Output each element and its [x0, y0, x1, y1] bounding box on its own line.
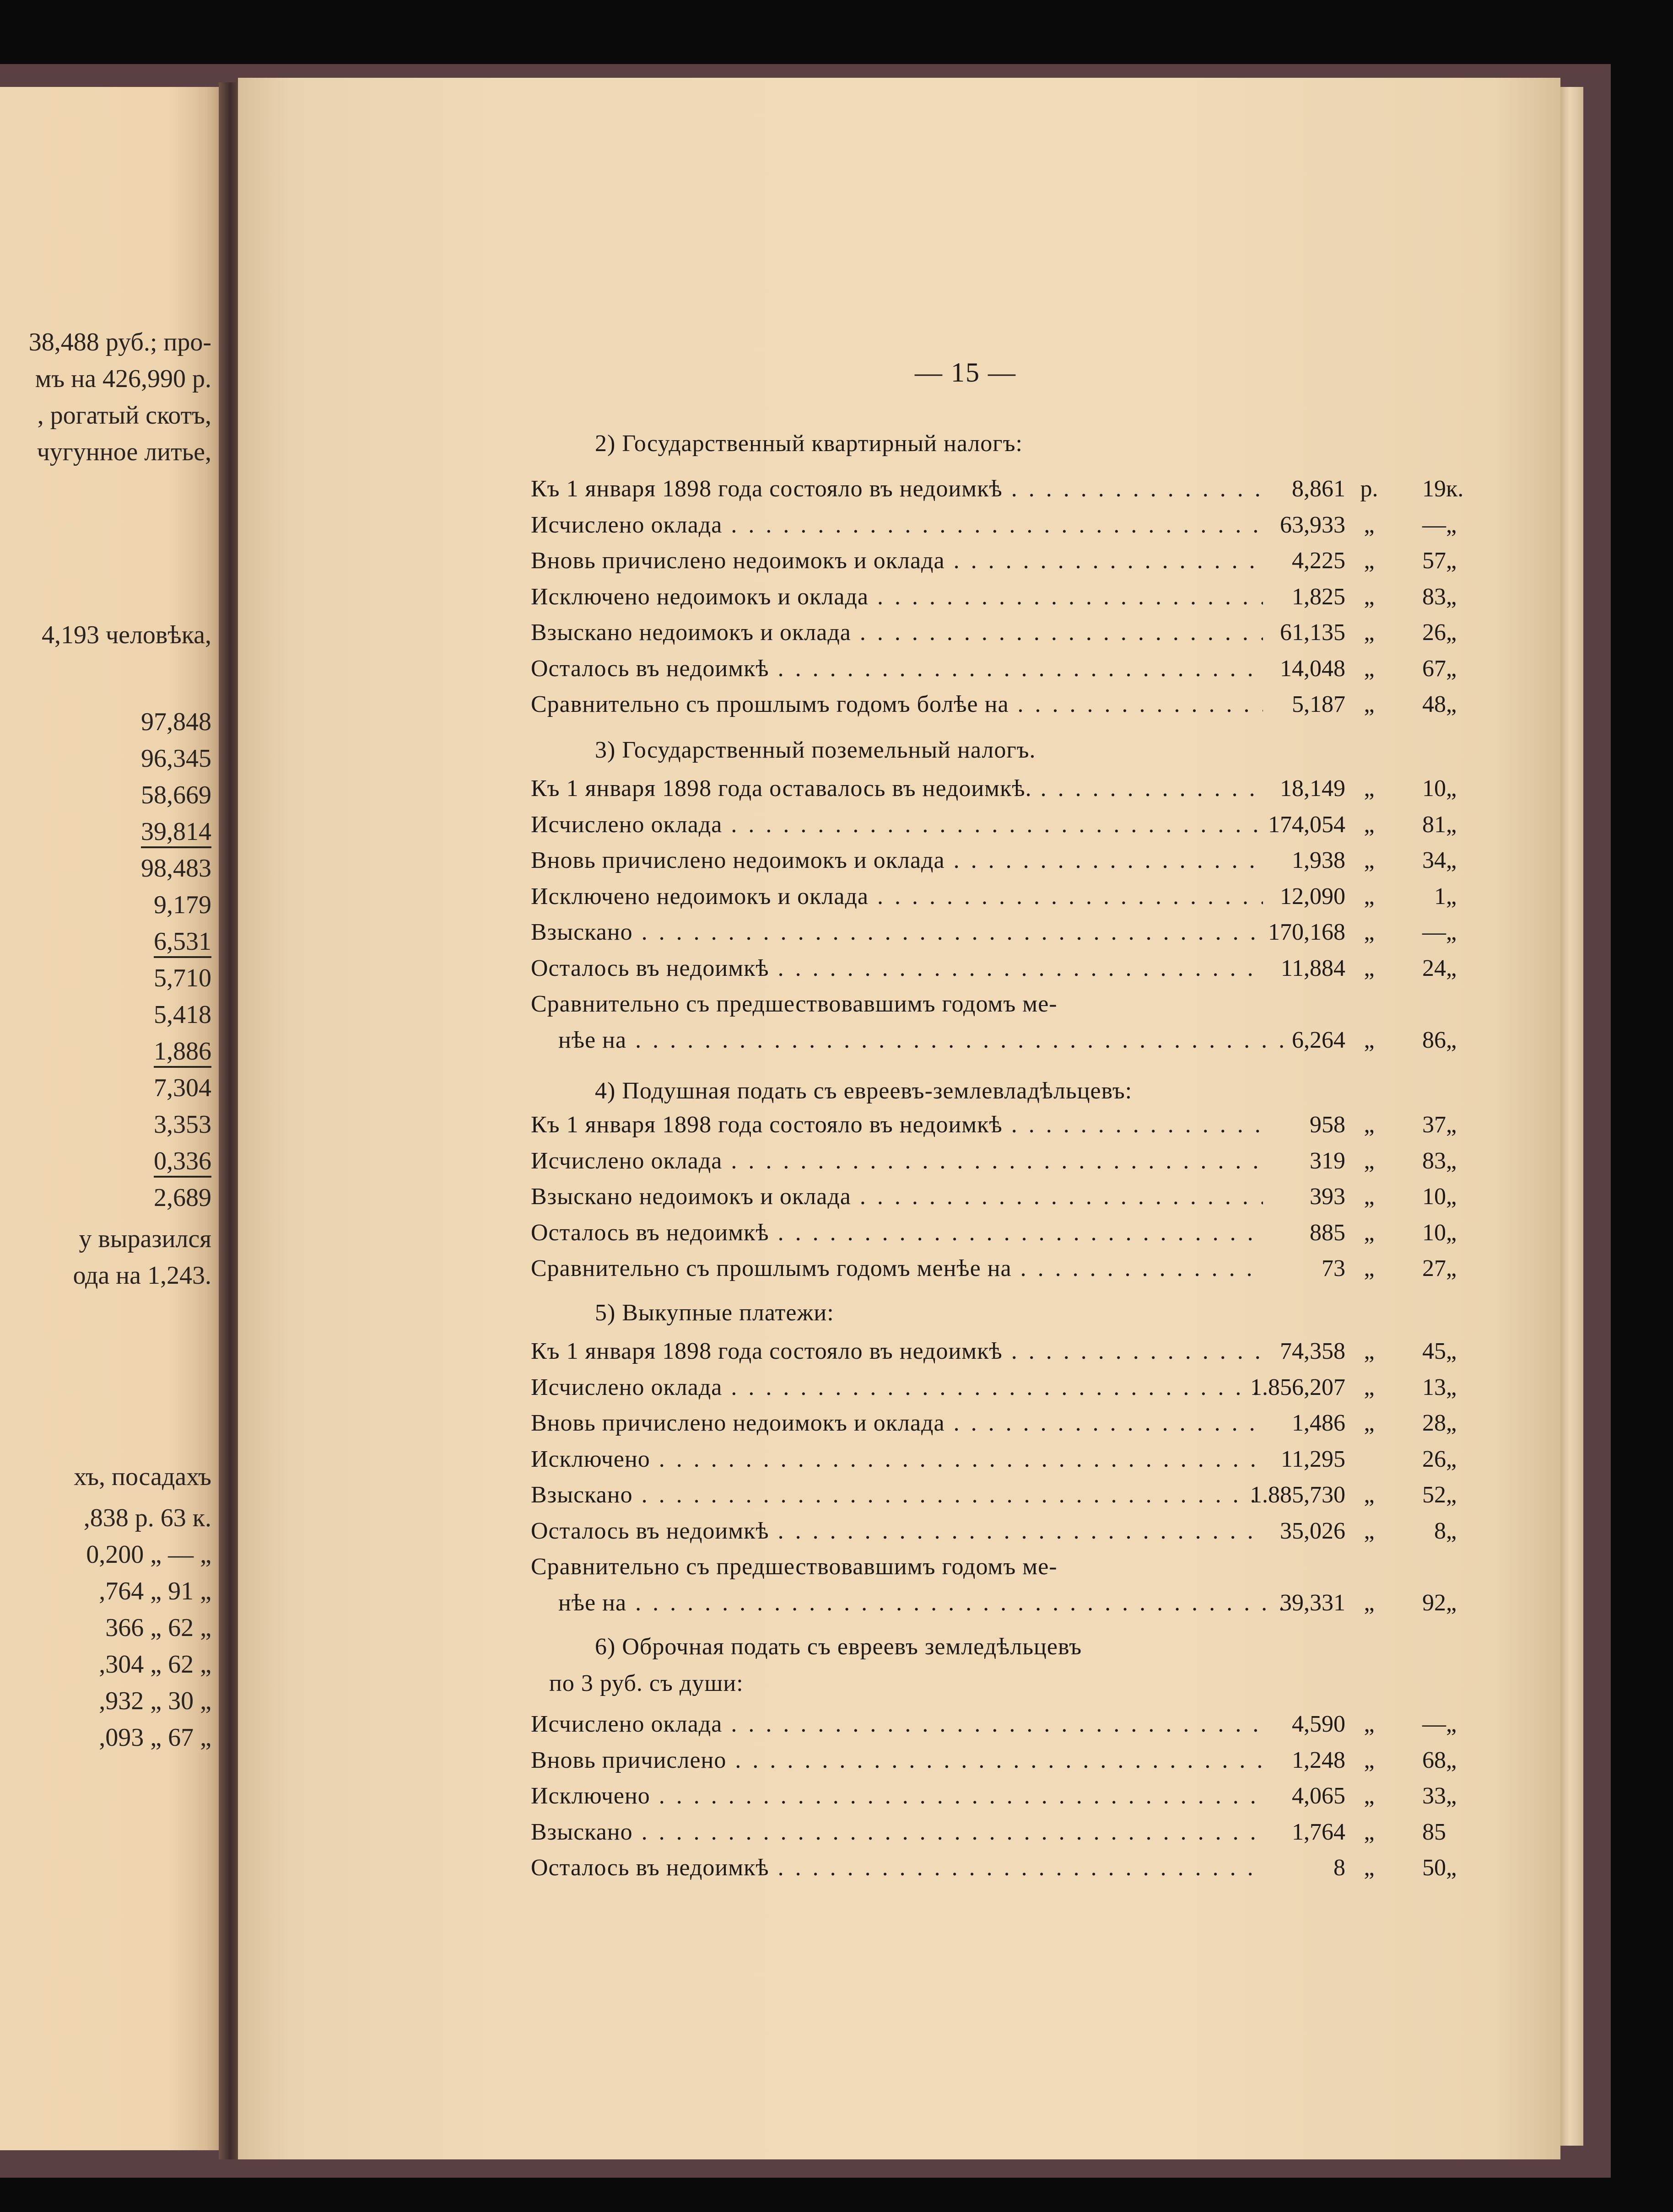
amount-kopecks: 67	[1422, 655, 1446, 682]
unit-kopecks: „	[1446, 847, 1457, 873]
table-row	[531, 771, 1464, 807]
unit-rubles: „	[1364, 1855, 1375, 1881]
left-page-line: хъ, посадахъ	[74, 1463, 211, 1491]
amount-kopecks: 10	[1422, 1219, 1446, 1246]
left-page-line: мъ на 426,990 р.	[35, 365, 211, 393]
unit-kopecks: „	[1446, 511, 1457, 538]
amount-rubles: 4,065	[1292, 1783, 1345, 1809]
row-label: Взыскано недоимокъ и оклада . . .	[531, 1179, 1263, 1215]
unit-rubles: „	[1364, 1410, 1375, 1436]
row-label: Исчислено оклада . . .	[531, 1706, 1263, 1742]
table-row	[531, 986, 1464, 1022]
row-label: Сравнительно съ прошлымъ годомъ болѣе на . . .	[531, 687, 1263, 722]
row-label: нѣе на . . .	[558, 1023, 1290, 1058]
unit-rubles: „	[1364, 811, 1375, 838]
left-facing-page	[0, 87, 224, 2150]
amount-kopecks: 83	[1422, 583, 1446, 610]
amount-rubles: 8,861	[1292, 476, 1345, 502]
unit-rubles: „	[1364, 1219, 1375, 1246]
amount-rubles: 174,054	[1268, 811, 1345, 838]
table-row	[531, 687, 1464, 722]
amount-rubles: 1,938	[1292, 847, 1345, 873]
unit-rubles: „	[1364, 1184, 1375, 1210]
amount-kopecks: 81	[1422, 811, 1446, 838]
row-label: Къ 1 января 1898 года состояло въ недоимкѣ . . .	[531, 471, 1263, 507]
amount-kopecks: 26	[1422, 1446, 1446, 1472]
page-edge	[1560, 87, 1583, 2146]
unit-rubles: „	[1364, 883, 1375, 910]
amount-kopecks: 34	[1422, 847, 1446, 873]
amount-kopecks: —	[1422, 511, 1446, 538]
row-label: Сравнительно съ предшествовавшимъ годомъ ме-	[531, 1554, 1058, 1580]
row-label: Осталось въ недоимкѣ . . .	[531, 951, 1263, 986]
amount-kopecks: 85	[1422, 1819, 1446, 1845]
unit-rubles: „	[1364, 655, 1375, 682]
unit-kopecks: „	[1446, 1711, 1457, 1737]
table-row	[531, 1251, 1464, 1286]
unit-kopecks: „	[1446, 1147, 1457, 1174]
amount-rubles: 319	[1310, 1147, 1345, 1174]
unit-kopecks: „	[1446, 583, 1457, 610]
left-page-line: ,764 „ 91 „	[99, 1577, 211, 1605]
unit-kopecks: „	[1446, 955, 1457, 981]
unit-rubles: „	[1364, 511, 1375, 538]
table-row	[531, 807, 1464, 843]
unit-rubles: „	[1364, 1374, 1375, 1400]
unit-kopecks: „	[1446, 619, 1457, 646]
unit-kopecks: „	[1446, 1747, 1457, 1773]
amount-rubles: 1,764	[1292, 1819, 1345, 1845]
unit-rubles: „	[1364, 1819, 1375, 1845]
left-page-line: 96,345	[141, 744, 211, 773]
unit-rubles: „	[1364, 847, 1375, 873]
row-label: Взыскано . . .	[531, 1814, 1263, 1850]
table-row	[531, 1370, 1464, 1405]
unit-rubles: „	[1364, 1147, 1375, 1174]
row-label: Исключено недоимокъ и оклада . . .	[531, 579, 1263, 615]
amount-rubles: 63,933	[1280, 511, 1345, 538]
unit-rubles: „	[1364, 691, 1375, 717]
unit-kopecks: „	[1446, 548, 1457, 574]
unit-kopecks: „	[1446, 1589, 1457, 1616]
amount-rubles: 885	[1310, 1219, 1345, 1246]
unit-kopecks: „	[1446, 1410, 1457, 1436]
row-label: Исчислено оклада . . .	[531, 507, 1263, 543]
row-label: Взыскано недоимокъ и оклада . . .	[531, 615, 1263, 651]
amount-rubles: 1.885,730	[1250, 1482, 1345, 1508]
row-label: Исключено . . .	[531, 1778, 1263, 1814]
left-page-line: 2,689	[154, 1184, 211, 1212]
row-label: Къ 1 января 1898 года оставалось въ недоимкѣ. . . .	[531, 771, 1263, 807]
unit-kopecks: „	[1446, 811, 1457, 838]
amount-rubles: 4,590	[1292, 1711, 1345, 1737]
amount-rubles: 958	[1310, 1112, 1345, 1138]
left-page-line: чугунное литье,	[37, 438, 211, 466]
amount-kopecks: 10	[1422, 775, 1446, 802]
left-page-line: 4,193 человѣка,	[41, 621, 211, 649]
left-page-line: 39,814	[141, 819, 211, 848]
section-heading: 5) Выкупные платежи:	[595, 1300, 834, 1326]
table-row	[531, 1405, 1464, 1441]
table-row	[531, 1215, 1464, 1251]
unit-rubles: „	[1364, 1783, 1375, 1809]
amount-rubles: 11,295	[1280, 1446, 1345, 1472]
row-label: Осталось въ недоимкѣ . . .	[531, 1215, 1263, 1251]
unit-kopecks: „	[1446, 1112, 1457, 1138]
amount-kopecks: 57	[1422, 548, 1446, 574]
amount-kopecks: 68	[1422, 1747, 1446, 1773]
row-label: Къ 1 января 1898 года состояло въ недоимкѣ . . .	[531, 1334, 1263, 1369]
amount-rubles: 73	[1322, 1255, 1345, 1281]
unit-kopecks: „	[1446, 1783, 1457, 1809]
left-page-line: 38,488 руб.; про-	[28, 328, 211, 356]
row-label: Исчислено оклада . . .	[531, 1143, 1263, 1179]
row-label: Взыскано . . .	[531, 915, 1263, 950]
table-row	[531, 471, 1464, 507]
amount-kopecks: 13	[1422, 1374, 1446, 1400]
unit-kopecks: „	[1446, 775, 1457, 802]
unit-kopecks: к.	[1446, 476, 1464, 502]
table-row	[531, 1549, 1464, 1585]
amount-kopecks: 45	[1422, 1338, 1446, 1364]
unit-rubles: „	[1364, 1711, 1375, 1737]
amount-kopecks: 24	[1422, 955, 1446, 981]
row-label: Сравнительно съ предшествовавшимъ годомъ ме-	[531, 991, 1058, 1017]
unit-kopecks: „	[1446, 883, 1457, 910]
row-label: Сравнительно съ прошлымъ годомъ менѣе на . . .	[531, 1251, 1263, 1286]
amount-rubles: 5,187	[1292, 691, 1345, 717]
left-page-line: 3,353	[154, 1110, 211, 1139]
amount-rubles: 1,248	[1292, 1747, 1345, 1773]
left-page-line: 98,483	[141, 854, 211, 883]
amount-kopecks: —	[1422, 919, 1446, 945]
unit-rubles: „	[1364, 1482, 1375, 1508]
row-label: Вновь причислено недоимокъ и оклада . . .	[531, 543, 1263, 579]
amount-kopecks: 86	[1422, 1027, 1446, 1053]
unit-rubles: „	[1364, 1589, 1375, 1616]
left-page-line: у выразился	[79, 1225, 211, 1253]
section-heading: 4) Подушная подать съ евреевъ-землевладѣльцевъ:	[595, 1078, 1133, 1104]
row-label: Вновь причислено . . .	[531, 1743, 1263, 1778]
page-number: — 15 —	[915, 357, 1016, 388]
row-label: Исключено . . .	[531, 1442, 1263, 1477]
amount-rubles: 74,358	[1280, 1338, 1345, 1364]
unit-kopecks: „	[1446, 1219, 1457, 1246]
row-label: Вновь причислено недоимокъ и оклада . . .	[531, 1405, 1263, 1441]
row-label: нѣе на . . .	[558, 1585, 1290, 1621]
row-label: Къ 1 января 1898 года состояло въ недоимкѣ . . .	[531, 1107, 1263, 1143]
row-label: Исключено недоимокъ и оклада . . .	[531, 879, 1263, 915]
amount-rubles: 18,149	[1280, 775, 1345, 802]
table-row	[531, 951, 1464, 986]
amount-kopecks: 50	[1422, 1855, 1446, 1881]
amount-kopecks: 83	[1422, 1147, 1446, 1174]
unit-kopecks: „	[1446, 1446, 1457, 1472]
unit-kopecks: „	[1446, 1338, 1457, 1364]
amount-kopecks: —	[1422, 1711, 1446, 1737]
amount-kopecks: 92	[1422, 1589, 1446, 1616]
table-row	[531, 1706, 1464, 1742]
amount-rubles: 170,168	[1268, 919, 1345, 945]
table-row	[531, 1334, 1464, 1369]
left-page-line: ода на 1,243.	[73, 1261, 211, 1290]
table-row	[531, 651, 1464, 687]
table-row	[531, 915, 1464, 950]
table-row	[531, 543, 1464, 579]
unit-kopecks: „	[1446, 1374, 1457, 1400]
left-page-line: 366 „ 62 „	[105, 1614, 211, 1642]
row-label: Осталось въ недоимкѣ . . .	[531, 651, 1263, 687]
left-page-line: 97,848	[141, 708, 211, 736]
table-row	[531, 1778, 1464, 1814]
amount-rubles: 1,486	[1292, 1410, 1345, 1436]
row-label: Взыскано . . .	[531, 1477, 1263, 1513]
table-row	[531, 579, 1464, 615]
row-label: Исчислено оклада . . .	[531, 807, 1263, 843]
amount-rubles: 14,048	[1280, 655, 1345, 682]
amount-kopecks: 10	[1422, 1184, 1446, 1210]
unit-kopecks: „	[1446, 1482, 1457, 1508]
amount-kopecks: 48	[1422, 691, 1446, 717]
table-row	[531, 1179, 1464, 1215]
section-heading: 3) Государственный поземельный налогъ.	[595, 737, 1036, 763]
left-page-line: , рогатый скотъ,	[37, 401, 211, 430]
unit-rubles: „	[1364, 1747, 1375, 1773]
amount-rubles: 11,884	[1280, 955, 1345, 981]
row-label: Осталось въ недоимкѣ . . .	[531, 1513, 1263, 1549]
left-page-line: ,093 „ 67 „	[99, 1723, 211, 1752]
left-page-line: 7,304	[154, 1074, 211, 1102]
table-row	[531, 1107, 1464, 1143]
unit-rubles: „	[1364, 619, 1375, 646]
unit-kopecks: „	[1446, 1855, 1457, 1881]
left-page-line: 6,531	[154, 929, 211, 958]
amount-rubles: 4,225	[1292, 548, 1345, 574]
left-page-line: ,838 р. 63 к.	[83, 1504, 211, 1532]
table-row	[531, 1513, 1464, 1549]
unit-rubles: „	[1364, 919, 1375, 945]
amount-kopecks: 27	[1422, 1255, 1446, 1281]
left-page-line: 0,200 „ — „	[86, 1540, 211, 1569]
unit-kopecks: „	[1446, 1027, 1457, 1053]
left-page-line: 0,336	[154, 1148, 211, 1178]
unit-kopecks: „	[1446, 919, 1457, 945]
unit-rubles: „	[1364, 1338, 1375, 1364]
row-label: Осталось въ недоимкѣ . . .	[531, 1850, 1263, 1886]
left-page-line: ,932 „ 30 „	[99, 1687, 211, 1715]
unit-rubles: „	[1364, 1112, 1375, 1138]
unit-kopecks: „	[1446, 1255, 1457, 1281]
unit-rubles: „	[1364, 548, 1375, 574]
unit-rubles: „	[1364, 775, 1375, 802]
amount-rubles: 39,331	[1280, 1589, 1345, 1616]
amount-rubles: 12,090	[1280, 883, 1345, 910]
section-heading: 2) Государственный квартирный налогъ:	[595, 431, 1023, 457]
unit-kopecks: „	[1446, 1184, 1457, 1210]
unit-rubles: „	[1364, 1518, 1375, 1544]
amount-rubles: 35,026	[1280, 1518, 1345, 1544]
left-page-line: ,304 „ 62 „	[99, 1650, 211, 1679]
unit-rubles: „	[1364, 1027, 1375, 1053]
unit-kopecks: „	[1446, 655, 1457, 682]
left-page-line: 58,669	[141, 781, 211, 809]
amount-kopecks: 52	[1422, 1482, 1446, 1508]
amount-kopecks: 26	[1422, 619, 1446, 646]
left-page-line: 1,886	[154, 1039, 211, 1068]
section-heading-continued: по 3 руб. съ души:	[549, 1670, 744, 1696]
unit-rubles: „	[1364, 955, 1375, 981]
amount-rubles: 393	[1310, 1184, 1345, 1210]
table-row	[531, 1477, 1464, 1513]
unit-rubles: р.	[1360, 476, 1378, 502]
amount-kopecks: 1	[1434, 883, 1446, 910]
table-row	[531, 1143, 1464, 1179]
left-page-line: 9,179	[154, 891, 211, 919]
table-row	[531, 1814, 1464, 1850]
table-row	[531, 843, 1464, 878]
table-row	[531, 615, 1464, 651]
unit-rubles: „	[1364, 1255, 1375, 1281]
unit-rubles: „	[1364, 583, 1375, 610]
amount-rubles: 1,825	[1292, 583, 1345, 610]
left-page-line: 5,418	[154, 1001, 211, 1029]
amount-kopecks: 28	[1422, 1410, 1446, 1436]
amount-rubles: 6,264	[1292, 1027, 1345, 1053]
amount-kopecks: 8	[1434, 1518, 1446, 1544]
section-heading: 6) Оброчная подать съ евреевъ земледѣльцевъ	[595, 1634, 1082, 1660]
table-row	[531, 1850, 1464, 1886]
table-row	[531, 1585, 1464, 1621]
amount-rubles: 61,135	[1280, 619, 1345, 646]
unit-kopecks: „	[1446, 1518, 1457, 1544]
row-label: Вновь причислено недоимокъ и оклада . . .	[531, 843, 1263, 878]
amount-kopecks: 19	[1422, 476, 1446, 502]
unit-kopecks: „	[1446, 691, 1457, 717]
table-row	[531, 1023, 1464, 1058]
amount-kopecks: 33	[1422, 1783, 1446, 1809]
amount-rubles: 1.856,207	[1250, 1374, 1345, 1400]
amount-kopecks: 37	[1422, 1112, 1446, 1138]
table-row	[531, 1743, 1464, 1778]
amount-rubles: 8	[1333, 1855, 1345, 1881]
left-page-line: 5,710	[154, 964, 211, 992]
row-label: Исчислено оклада . . .	[531, 1370, 1263, 1405]
table-row	[531, 507, 1464, 543]
table-row	[531, 879, 1464, 915]
table-row	[531, 1442, 1464, 1477]
